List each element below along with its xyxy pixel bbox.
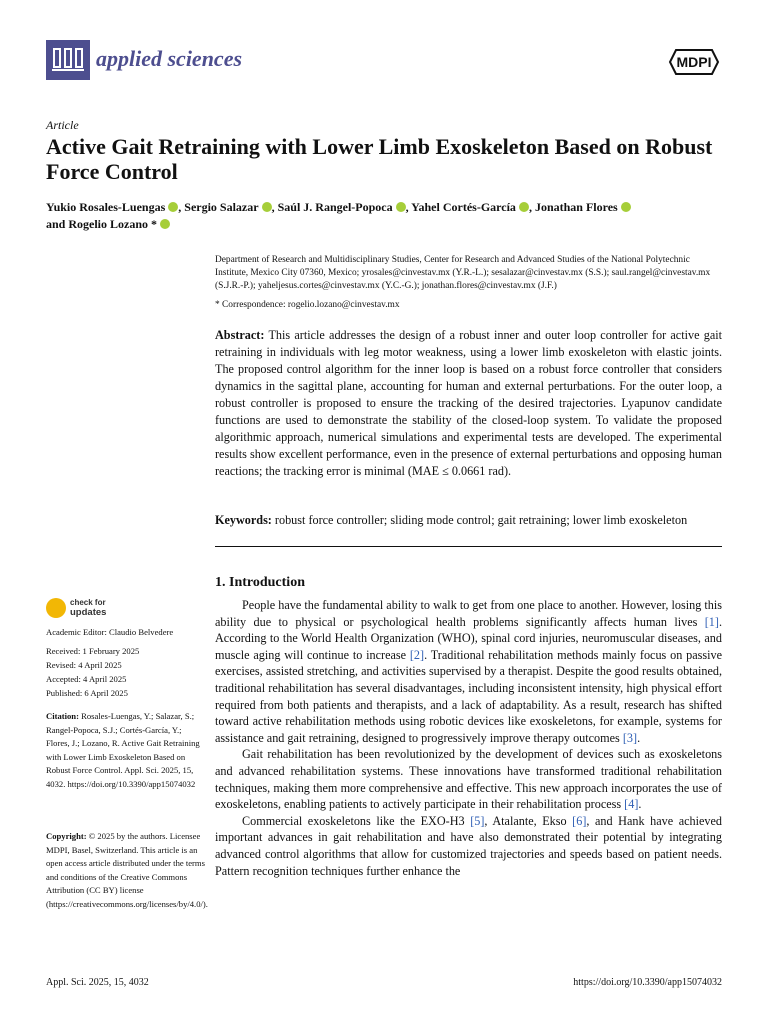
check-for-updates-icon[interactable] [46, 598, 66, 618]
copyright-label: Copyright: [46, 831, 87, 841]
copyright-block [46, 830, 206, 911]
keywords-text: robust force controller; sliding mode control; gait retraining; lower limb exoskeleton [274, 513, 688, 527]
keywords [215, 512, 722, 529]
citation-text: Rosales-Luengas, Y.; Salazar, S.; Rangel-Popoca, S.J.; Cortés-García, Y.; Flores, J.; Lozano, R. Active Gait Retraining with Lower Limb Exoskeleton Based on Robust Force Control. Appl. Sci. 2025, 15, 4032. https://doi.org/10.3390/app15074032 [46, 711, 200, 789]
footer-citation: Appl. Sci. 2025, 15, 4032 [46, 977, 149, 988]
orcid-icon[interactable] [396, 202, 406, 212]
citation-link[interactable]: [4] [624, 797, 639, 812]
author-name[interactable]: Jonathan Flores [534, 200, 618, 214]
citation-link[interactable]: [6] [572, 813, 587, 828]
publisher-logo[interactable]: MDPI [676, 54, 712, 70]
citation-link[interactable]: [2] [409, 647, 425, 662]
orcid-icon[interactable] [168, 202, 178, 212]
author-name[interactable]: Sergio Salazar [184, 200, 259, 214]
author-list: Yukio Rosales-Luengas , Sergio Salazar , Saúl J. Rangel-Popoca , Yahel Cortés-García , Jonathan Flores and Rogelio Lozano * [46, 199, 726, 233]
section-heading: 1. Introduction [215, 575, 305, 590]
section-body [215, 597, 722, 879]
author-name[interactable]: Saúl J. Rangel-Popoca [277, 200, 393, 214]
revised-date: Revised: 4 April 2025 [46, 660, 122, 670]
author-name[interactable]: Yukio Rosales-Luengas [46, 200, 166, 214]
citation-link[interactable]: [3] [622, 730, 638, 745]
citation-label: Citation: [46, 711, 79, 721]
page-title: Active Gait Retraining with Lower Limb Exoskeleton Based on Robust Force Control [46, 134, 713, 184]
abstract-label: Abstract: [215, 328, 265, 342]
affiliation: Department of Research and Multidisciplinary Studies, Center for Research and Advanced Studies of the National Polytechnic Institute, Mexico City 07360, Mexico; yrosales@cinvestav.mx (Y.R.-L.); sesalazar@cinvestav.mx (S.S.); saul.rangel@cinvestav.mx (S.J.R.-P.); yaheljesus.cortes@cinvestav.mx (Y.C.-G.); jonathan.flores@cinvestav.mx (J.F.) [215, 255, 711, 291]
abstract [215, 327, 722, 480]
author-name[interactable]: and Rogelio Lozano * [46, 217, 158, 231]
paragraph: Gait rehabilitation has been revolutionized by the development of devices such as exoskeletons and advanced rehabilitation systems. These innovations have transformed traditional rehabilitation techniques, making them more comprehensive and effective. This new approach incorporates the use of exoskeletons, enabling patients to actively participate in their rehabilitation process [4]. [215, 747, 722, 812]
keywords-label: Keywords: [215, 513, 272, 527]
paragraph: People have the fundamental ability to walk to get from one place to another. However, losing this ability due to physical or psychological health problems significantly affects human lives [1]. According to the World Health Organization (WHO), spinal cord injuries, neuromuscular diseases, and muscle aging will continue to increase [2]. Traditional rehabilitation methods mainly focus on passive exercises, assisted stretching, and activities supervised by a therapist. Despite the good results obtained, traditional rehabilitation has several disadvantages, including inconsistent intensity, high physical effort required from both patients and therapists, and a lack of adaptability. As a result, research has shifted toward active rehabilitation methods using robotic devices like exoskeletons, for example, systems for assistance and gait retraining, designed to progressively improve therapy outcomes [3]. [215, 598, 722, 745]
paragraph: Commercial exoskeletons like the EXO-H3 [5], Atalante, Ekso [6], and Hank have achieved important advances in gait rehabilitation and have also demonstrated their potential by integrating advanced control algorithms that allow for customized trajectories and speeds based on patient needs. Pattern recognition techniques further enhance the [215, 813, 722, 878]
copyright-text: © 2025 by the authors. Licensee MDPI, Basel, Switzerland. This article is an open access article distributed under the terms and conditions of the Creative Commons Attribution (CC BY) license (https://creativecommons.org/licenses/by/4.0/). [46, 831, 208, 909]
article-type: Article [46, 118, 79, 132]
check-for-updates-label-2[interactable]: updates [70, 607, 107, 618]
citation-link[interactable]: [5] [470, 813, 485, 828]
author-name[interactable]: Yahel Cortés-García [411, 200, 516, 214]
citation-link[interactable]: [1] [704, 614, 719, 629]
correspondence: * Correspondence: rogelio.lozano@cinvestav.mx [215, 300, 400, 310]
divider [215, 546, 722, 547]
journal-logo [46, 40, 90, 80]
received-date: Received: 1 February 2025 [46, 646, 140, 656]
accepted-date: Accepted: 4 April 2025 [46, 674, 127, 684]
abstract-text: This article addresses the design of a robust inner and outer loop controller for active gait retraining in individuals with leg motor weakness, using a lower limb exoskeleton with elastic joints. The proposed control algorithm for the inner loop is based on a robust force controller that considers dynamics in the sagittal plane, accounting for human and external perturbations. For the outer loop, a robust controller is proposed to ensure the tracking of the desired trajectories. Lyapunov candidate functions are used to demonstrate the stability of the closed-loop system. To validate the proposed algorithmic approach, numerical simulations and experimental tests are developed. The experimental results show excellent performance, even in the presence of external perturbations and opposing human reactions; the tracking error is minimal (MAE ≤ 0.0661 rad). [215, 328, 723, 478]
journal-name[interactable]: applied sciences [96, 46, 243, 71]
citation-block [46, 710, 206, 791]
check-for-updates-label[interactable]: check for [70, 598, 106, 607]
academic-editor: Academic Editor: Claudio Belvedere [46, 627, 174, 637]
orcid-icon[interactable] [262, 202, 272, 212]
orcid-icon[interactable] [519, 202, 529, 212]
orcid-icon[interactable] [621, 202, 631, 212]
footer-doi-link[interactable]: https://doi.org/10.3390/app15074032 [573, 977, 722, 988]
published-date: Published: 6 April 2025 [46, 688, 128, 698]
orcid-icon[interactable] [160, 219, 170, 229]
